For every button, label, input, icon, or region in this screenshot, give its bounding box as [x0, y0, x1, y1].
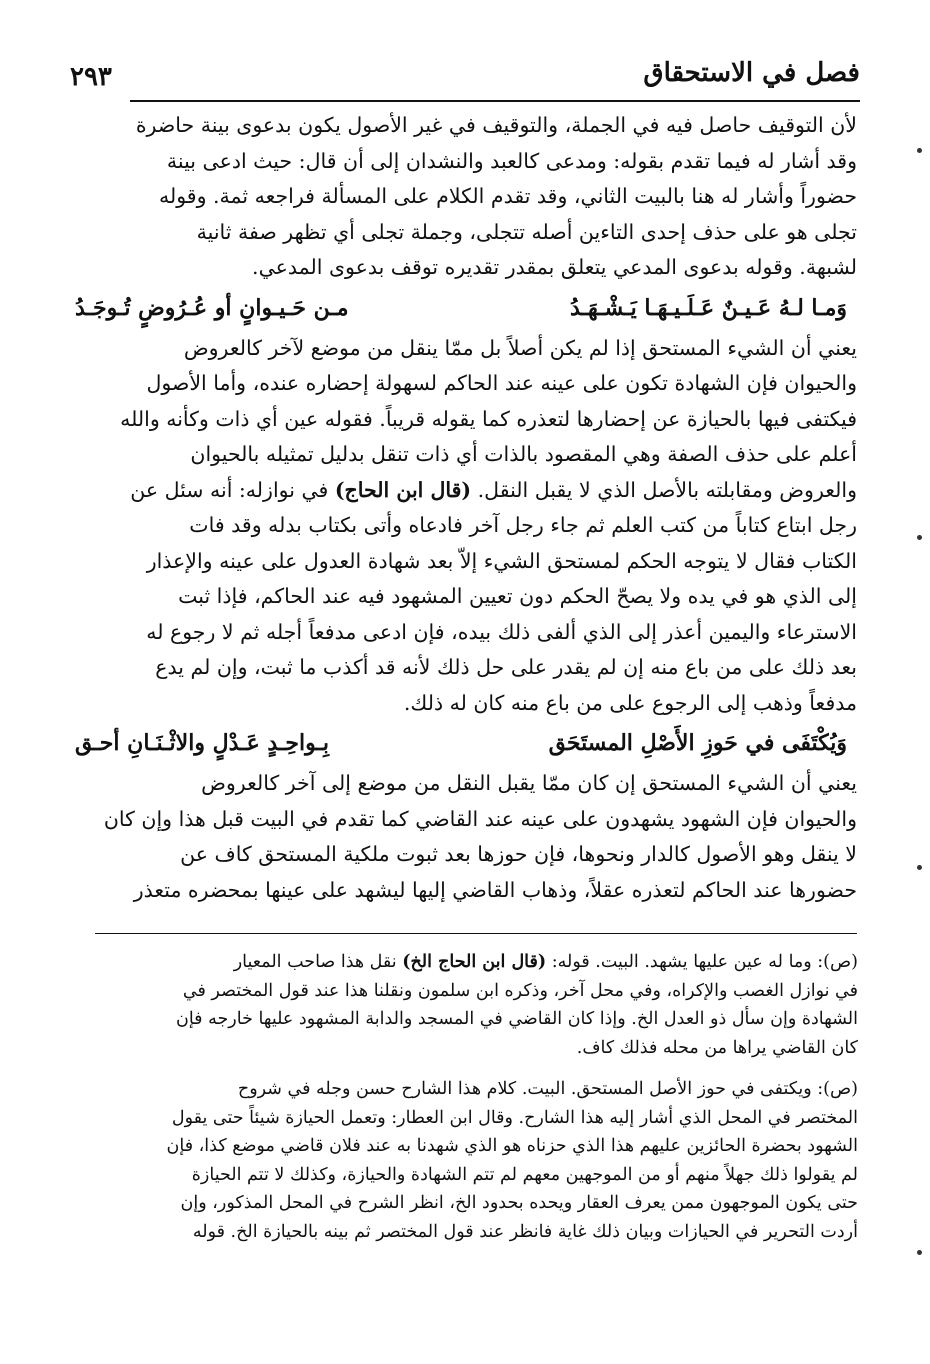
- footnote-1-citation: (قال ابن الحاج الخ): [402, 952, 547, 972]
- footnote-1-text-b: نقل هذا صاحب المعيار في نوازل الغصب والإكراه، وفي محل آخر، وذكره ابن سلمون ونقلنا هذا عند قول المختصر في الشهادة وإن سأل ذو العدل الخ. وإذا كان القاضي في المسجد والدابة المشهود عليها خارجه فإن كان القاضي يراها من محله فذلك كاف.: [175, 952, 858, 1058]
- margin-speck: [917, 535, 922, 540]
- footnote-2: (ص): ويكتفى في حوز الأصل المستحق. البيت. كلام هذا الشارح حسن وجله في شروح المختصر في المحل الذي أشار إليه هذا الشارح. وقال ابن العطار: وتعمل الحيازة شيئاً حتى يقول الشهود بحضرة الحائزين عليهم هذا الذي حزناه هو الذي شهدنا به عند فلان قاضي موضع كذا، فإن لم يقولوا ذلك جهلاً منهم أو من الموجهين معهم لم تتم الشهادة والحيازة، وكذلك لا تتم الحيازة حتى يكون الموجهون ممن يعرف العقار ويحده بحدود الخ، انظر الشرح في المحل المذكور، وإن أردت التحرير في الحيازات وبيان ذلك غاية فانظر عند قول المختصر ثم بينه بالحيازة الخ. قوله: [166, 1079, 858, 1242]
- chapter-title: فصل في الاستحقاق: [643, 58, 860, 88]
- verse-1: [75, 286, 857, 331]
- paragraph-2-text-b: في نوازله: أنه سئل عن رجل ابتاع كتاباً من كتب العلم ثم جاء رجل آخر فادعاه وأتى بكتاب بدله وقد فات الكتاب فقال لا يتوجه الحكم لمستحق الشيء إلاّ بعد شهادة العدول على عينه والإعذار إلى الذي هو في يده ولا يصحّ الحكم دون تعيين المشهود فيه عند الحاكم، فإذا ثبت الاسترعاء واليمين أعذر إلى الذي ألفى ذلك بيده، فإن ادعى مدفعاً أجله ثم لا رجوع له بعد ذلك على من باع منه إن لم يقدر على حل ذلك لأنه قد أكذب ما ثبت، وإن لم يدع مدفعاً وذهب إلى الرجوع على من باع منه كان له ذلك.: [130, 477, 857, 715]
- footnote-rule: [95, 933, 857, 934]
- verse-1-first-hemistich: وَمـا لـهُ عَـيـنٌ عَـلَـيـهَـا يَـشْـهَـدُ: [570, 294, 847, 321]
- commentary-paragraph-2: [75, 331, 857, 722]
- margin-speck: [917, 1250, 922, 1255]
- footnotes: [88, 948, 858, 1259]
- paragraph-2-citation: (قال ابن الحاج): [334, 477, 472, 502]
- page-header: [70, 52, 860, 102]
- commentary-paragraph-1: لأن التوقيف حاصل فيه في الجملة، والتوقيف في غير الأصول يكون بدعوى بينة حاضرة وقد أشار له فيما تقدم بقوله: ومدعى كالعبد والنشدان إلى أن قال: حيث ادعى بينة حضوراً وأشار له هنا بالبيت الثاني، وقد تقدم الكلام على المسألة فراجعه ثمة. وقوله تجلى هو على حذف إحدى التاءين أصله تتجلى، وجملة تجلى أي تظهر صفة ثانية لشبهة. وقوله بدعوى المدعي يتعلق بمقدر تقديره توقف بدعوى المدعي.: [135, 113, 857, 279]
- margin-speck: [917, 865, 922, 870]
- verse-2-first-hemistich: وَيُكْتَفَى في حَوزِ الأَصْلِ المستَحَق: [548, 730, 847, 756]
- header-rule: [130, 100, 860, 102]
- main-text: [75, 108, 857, 908]
- footnote-1: [88, 948, 858, 1062]
- verse-2-second-hemistich: بِـواحِـدٍ عَـدْلٍ والاثْـنَـانِ أحـق: [75, 730, 330, 756]
- page-number: ٢٩٣: [70, 62, 112, 92]
- footnote-1-text-a: (ص): وما له عين عليها يشهد. البيت. قوله:: [546, 952, 858, 972]
- commentary-paragraph-3: يعني أن الشيء المستحق إن كان ممّا يقبل النقل من موضع إلى آخر كالعروض والحيوان فإن الشهود يشهدون على عينه عند القاضي كما تقدم في البيت قبل هذا وإن كان لا ينقل وهو الأصول كالدار ونحوها، فإن حوزها بعد ثبوت ملكية المستحق كاف عن حضورها عند الحاكم لتعذره عقلاً، وذهاب القاضي إليها ليشهد على عينها بمحضره متعذر: [103, 771, 857, 902]
- margin-speck: [917, 148, 922, 153]
- verse-2: [75, 721, 857, 766]
- paragraph-2-text-a: يعني أن الشيء المستحق إذا لم يكن أصلاً بل ممّا ينقل من موضع لآخر كالعروض والحيوان فإن الشهادة تكون على عينه عند الحاكم لسهولة إحضاره عنده، وأما الأصول فيكتفى فيها بالحيازة عن إحضارها لتعذره كما يقوله قريباً. فقوله عين أي ذات وكأنه والله أعلم على حذف الصفة وهي المقصود بالذات أي ذات تنقل بدليل تمثيله بالحيوان والعروض ومقابلته بالأصل الذي لا يقبل النقل.: [120, 335, 857, 502]
- verse-1-second-hemistich: مـن حَـيـوانٍ أو عُـرُوضٍ تُـوجَـدُ: [75, 294, 349, 321]
